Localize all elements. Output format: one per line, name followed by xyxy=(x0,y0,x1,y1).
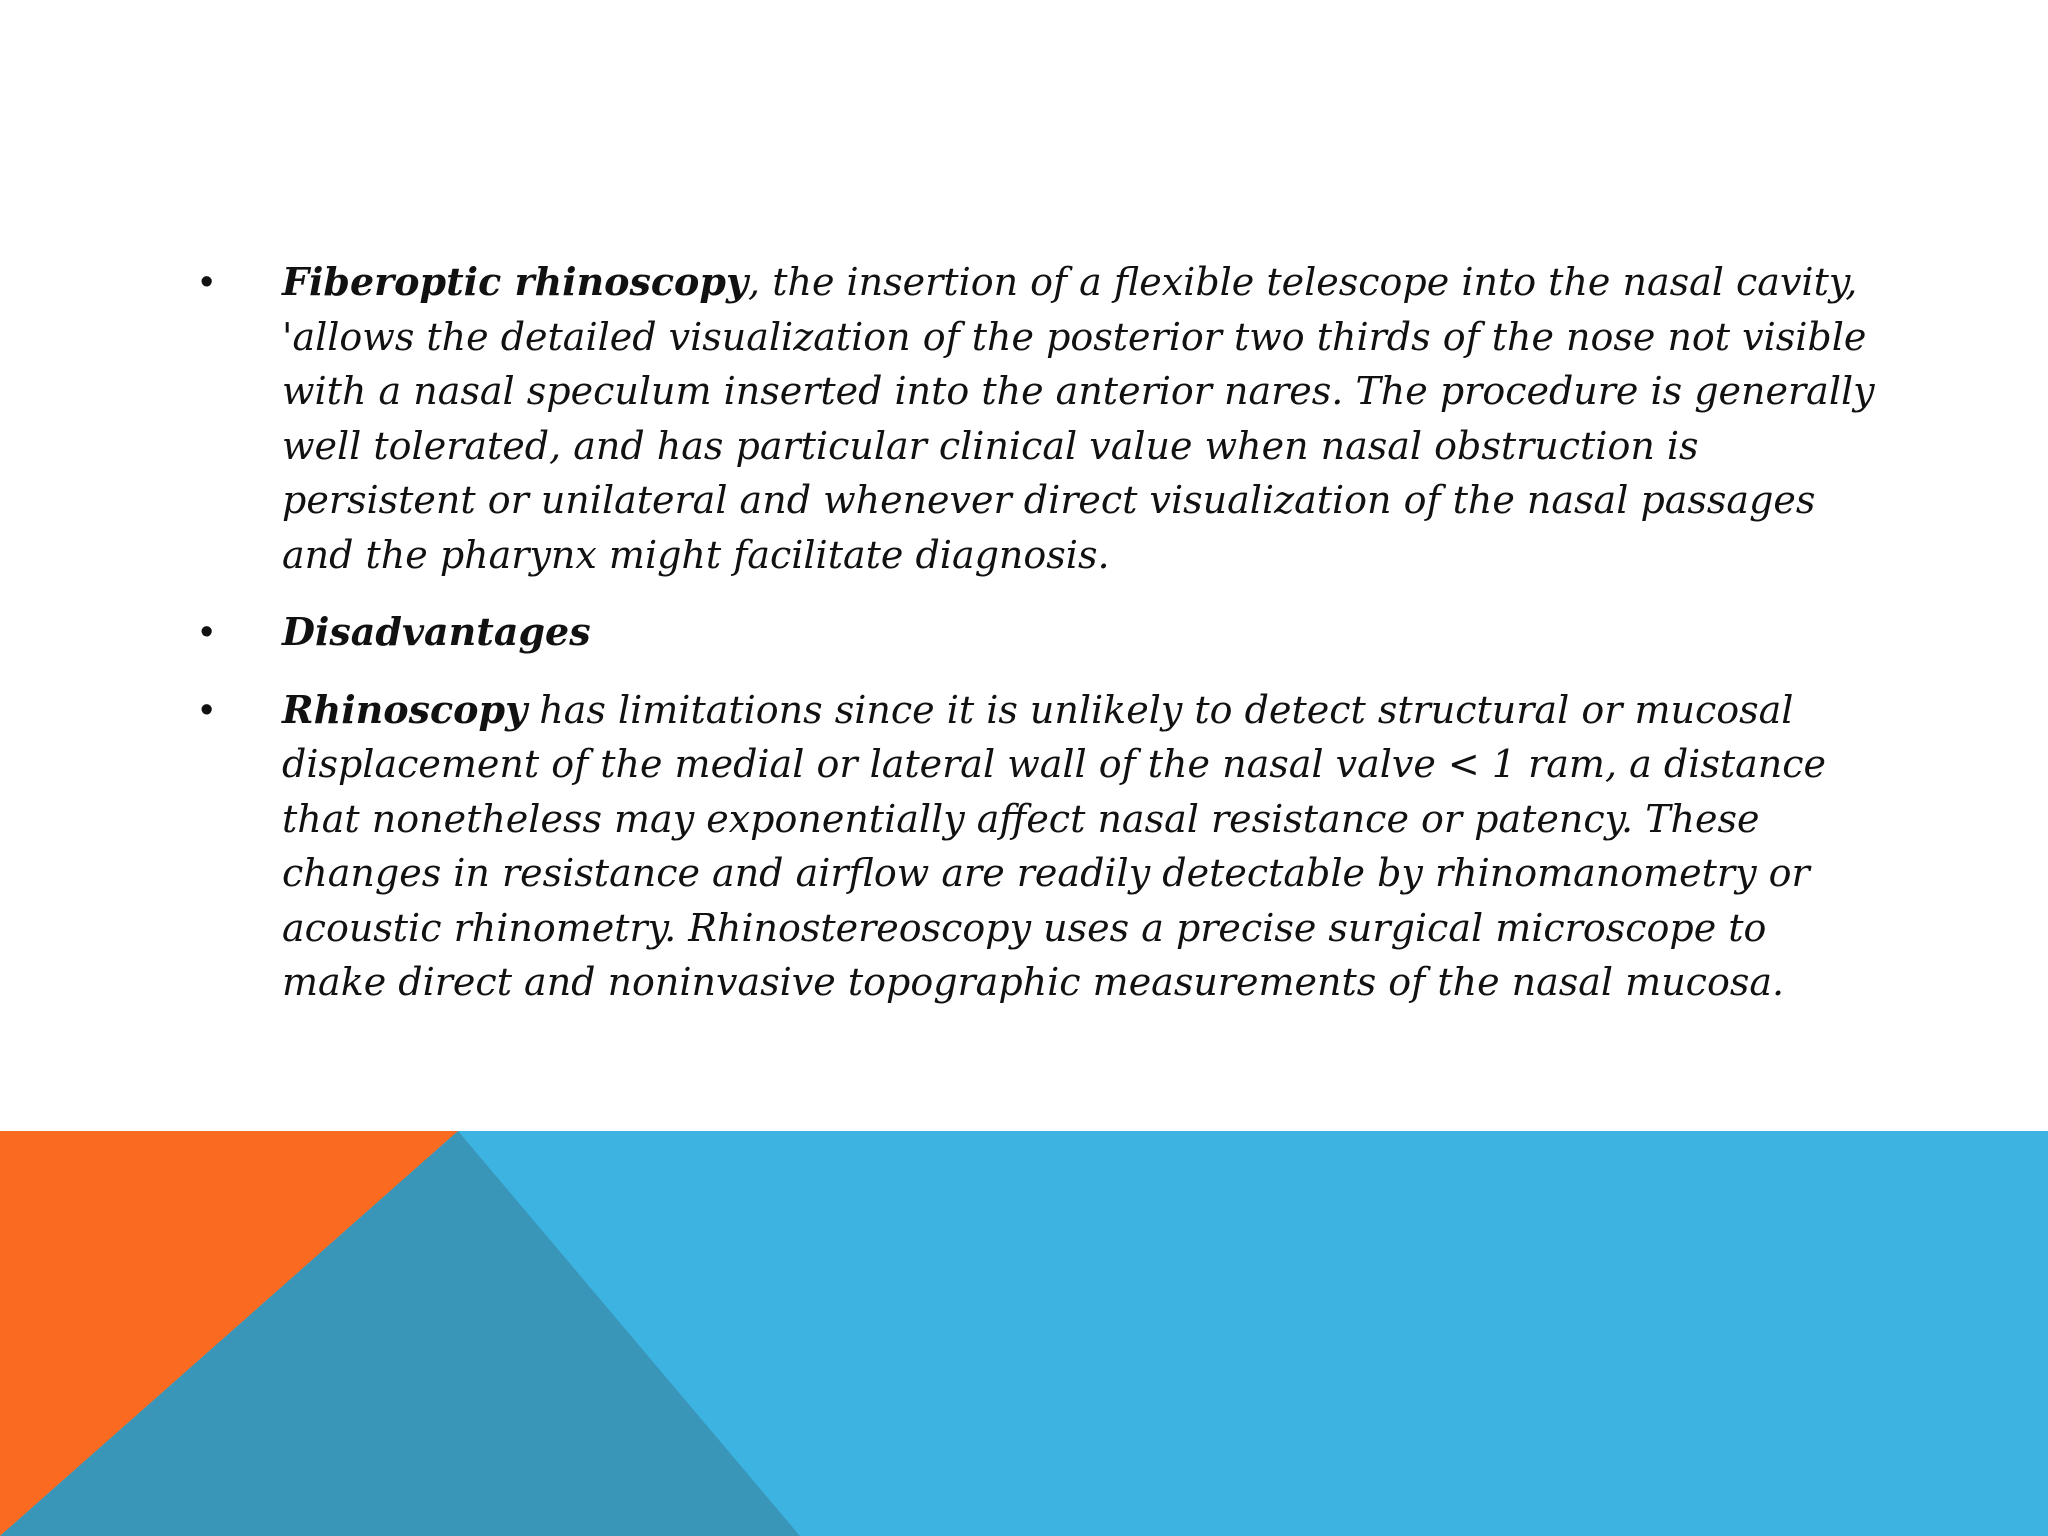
bullet-text: , the insertion of a flexible telescope into the nasal cavity, 'allows the detailed visualization of the posterior two thirds of the nose not visible with a nasal speculum inserted into the anterior nares. The procedure is generally well tolerated, and has particular clinical value when nasal obstruction is persistent or unilateral and whenever direct visualization of the nasal passages and the pharynx might facilitate diagnosis. xyxy=(282,260,1875,577)
bullet-term: Fiberoptic rhinoscopy xyxy=(282,259,749,304)
bullet-term: Disadvantages xyxy=(282,609,591,654)
bullet-term: Rhinoscopy xyxy=(282,686,528,732)
bullet-marker: • xyxy=(200,261,214,303)
bullet-marker: • xyxy=(200,688,214,731)
bullet-marker: • xyxy=(200,611,214,653)
bullet-text: has limitations since it is unlikely to detect structural or mucosal displacement of the medial or lateral wall of the nasal valve < 1 ram, a distance that nonetheless may exponentially affect nasal resistance or patency. These changes in resistance and airflow are readily detectable by rhinomanometry or acoustic rhinometry. Rhinostereoscopy uses a precise surgical microscope to make direct and noninvasive topographic measurements of the nasal mucosa. xyxy=(282,687,1826,1004)
